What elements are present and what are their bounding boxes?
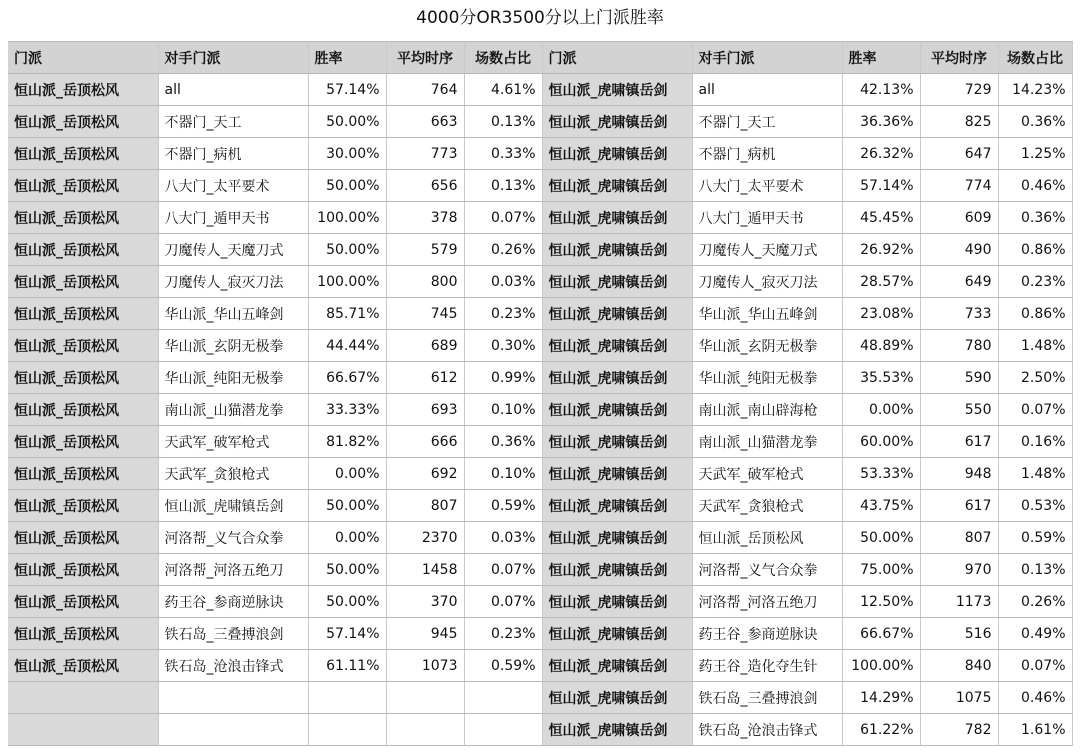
right-opponent-cell: 天武军_贪狼枪式 bbox=[692, 490, 842, 522]
table-row bbox=[8, 74, 1072, 106]
left-sect-cell: 恒山派_岳顶松风 bbox=[8, 106, 158, 138]
right-winrate-cell: 12.50% bbox=[842, 586, 920, 618]
right-sect-cell: 恒山派_虎啸镇岳剑 bbox=[542, 234, 692, 266]
right-match-share-cell: 0.49% bbox=[998, 618, 1072, 650]
left-sect-cell: 恒山派_岳顶松风 bbox=[8, 586, 158, 618]
left-match-share-cell: 0.03% bbox=[464, 266, 542, 298]
left-match-share-cell: 0.23% bbox=[464, 618, 542, 650]
left-winrate-cell: 50.00% bbox=[308, 554, 386, 586]
left-winrate-cell: 0.00% bbox=[308, 458, 386, 490]
right-sect-cell: 恒山派_虎啸镇岳剑 bbox=[542, 362, 692, 394]
right-winrate-cell: 60.00% bbox=[842, 426, 920, 458]
left-winrate-cell: 100.00% bbox=[308, 266, 386, 298]
left-match-share-cell: 0.36% bbox=[464, 426, 542, 458]
header-avg-time-left: 平均时序 bbox=[386, 42, 464, 74]
left-empty-cell bbox=[386, 714, 464, 746]
left-sect-cell: 恒山派_岳顶松风 bbox=[8, 298, 158, 330]
left-match-share-cell: 0.13% bbox=[464, 170, 542, 202]
header-opponent-right: 对手门派 bbox=[692, 42, 842, 74]
right-sect-cell: 恒山派_虎啸镇岳剑 bbox=[542, 458, 692, 490]
header-match-share-right: 场数占比 bbox=[998, 42, 1072, 74]
right-sect-cell: 恒山派_虎啸镇岳剑 bbox=[542, 490, 692, 522]
right-avg-time-cell: 550 bbox=[920, 394, 998, 426]
right-winrate-cell: 48.89% bbox=[842, 330, 920, 362]
right-winrate-cell: 53.33% bbox=[842, 458, 920, 490]
left-winrate-cell: 66.67% bbox=[308, 362, 386, 394]
win-rate-table bbox=[8, 41, 1073, 746]
right-match-share-cell: 0.46% bbox=[998, 682, 1072, 714]
left-winrate-cell: 85.71% bbox=[308, 298, 386, 330]
right-opponent-cell: 铁石岛_沧浪击锋式 bbox=[692, 714, 842, 746]
right-avg-time-cell: 780 bbox=[920, 330, 998, 362]
left-empty-sect-cell bbox=[8, 682, 158, 714]
right-match-share-cell: 0.53% bbox=[998, 490, 1072, 522]
right-match-share-cell: 0.26% bbox=[998, 586, 1072, 618]
right-avg-time-cell: 774 bbox=[920, 170, 998, 202]
left-opponent-cell: 刀魔传人_寂灭刀法 bbox=[158, 266, 308, 298]
header-opponent-left: 对手门派 bbox=[158, 42, 308, 74]
right-opponent-cell: all bbox=[692, 74, 842, 106]
right-avg-time-cell: 617 bbox=[920, 490, 998, 522]
left-sect-cell: 恒山派_岳顶松风 bbox=[8, 458, 158, 490]
left-opponent-cell: 铁石岛_沧浪击锋式 bbox=[158, 650, 308, 682]
left-winrate-cell: 100.00% bbox=[308, 202, 386, 234]
right-winrate-cell: 66.67% bbox=[842, 618, 920, 650]
left-opponent-cell: 华山派_纯阳无极拳 bbox=[158, 362, 308, 394]
left-winrate-cell: 50.00% bbox=[308, 586, 386, 618]
right-sect-cell: 恒山派_虎啸镇岳剑 bbox=[542, 554, 692, 586]
left-match-share-cell: 0.07% bbox=[464, 554, 542, 586]
header-row bbox=[8, 42, 1072, 74]
left-avg-time-cell: 689 bbox=[386, 330, 464, 362]
right-winrate-cell: 14.29% bbox=[842, 682, 920, 714]
right-match-share-cell: 0.86% bbox=[998, 298, 1072, 330]
left-opponent-cell: 不器门_病机 bbox=[158, 138, 308, 170]
page-title: 4000分OR3500分以上门派胜率 bbox=[416, 8, 664, 28]
left-opponent-cell: 刀魔传人_天魔刀式 bbox=[158, 234, 308, 266]
left-sect-cell: 恒山派_岳顶松风 bbox=[8, 426, 158, 458]
right-avg-time-cell: 733 bbox=[920, 298, 998, 330]
right-match-share-cell: 0.36% bbox=[998, 106, 1072, 138]
left-avg-time-cell: 1073 bbox=[386, 650, 464, 682]
left-winrate-cell: 61.11% bbox=[308, 650, 386, 682]
left-sect-cell: 恒山派_岳顶松风 bbox=[8, 138, 158, 170]
header-winrate-left: 胜率 bbox=[308, 42, 386, 74]
left-sect-cell: 恒山派_岳顶松风 bbox=[8, 554, 158, 586]
left-avg-time-cell: 2370 bbox=[386, 522, 464, 554]
left-avg-time-cell: 370 bbox=[386, 586, 464, 618]
left-empty-cell bbox=[464, 714, 542, 746]
table-row bbox=[8, 202, 1072, 234]
right-match-share-cell: 2.50% bbox=[998, 362, 1072, 394]
table-row bbox=[8, 106, 1072, 138]
left-empty-cell bbox=[158, 682, 308, 714]
left-match-share-cell: 0.13% bbox=[464, 106, 542, 138]
right-avg-time-cell: 970 bbox=[920, 554, 998, 586]
right-sect-cell: 恒山派_虎啸镇岳剑 bbox=[542, 170, 692, 202]
left-match-share-cell: 0.03% bbox=[464, 522, 542, 554]
left-match-share-cell: 0.07% bbox=[464, 202, 542, 234]
left-opponent-cell: 八大门_太平要术 bbox=[158, 170, 308, 202]
right-winrate-cell: 57.14% bbox=[842, 170, 920, 202]
right-opponent-cell: 天武军_破军枪式 bbox=[692, 458, 842, 490]
right-winrate-cell: 26.92% bbox=[842, 234, 920, 266]
right-opponent-cell: 刀魔传人_天魔刀式 bbox=[692, 234, 842, 266]
left-opponent-cell: 河洛帮_义气合众拳 bbox=[158, 522, 308, 554]
right-sect-cell: 恒山派_虎啸镇岳剑 bbox=[542, 682, 692, 714]
right-avg-time-cell: 617 bbox=[920, 426, 998, 458]
right-opponent-cell: 八大门_太平要术 bbox=[692, 170, 842, 202]
left-avg-time-cell: 663 bbox=[386, 106, 464, 138]
right-match-share-cell: 1.48% bbox=[998, 330, 1072, 362]
left-opponent-cell: 河洛帮_河洛五绝刀 bbox=[158, 554, 308, 586]
right-winrate-cell: 42.13% bbox=[842, 74, 920, 106]
right-avg-time-cell: 729 bbox=[920, 74, 998, 106]
right-match-share-cell: 0.07% bbox=[998, 650, 1072, 682]
left-avg-time-cell: 773 bbox=[386, 138, 464, 170]
left-opponent-cell: 八大门_遁甲天书 bbox=[158, 202, 308, 234]
left-avg-time-cell: 807 bbox=[386, 490, 464, 522]
right-opponent-cell: 八大门_遁甲天书 bbox=[692, 202, 842, 234]
right-match-share-cell: 1.61% bbox=[998, 714, 1072, 746]
table-row bbox=[8, 170, 1072, 202]
right-opponent-cell: 河洛帮_义气合众拳 bbox=[692, 554, 842, 586]
left-empty-cell bbox=[308, 682, 386, 714]
right-sect-cell: 恒山派_虎啸镇岳剑 bbox=[542, 266, 692, 298]
right-opponent-cell: 恒山派_岳顶松风 bbox=[692, 522, 842, 554]
left-sect-cell: 恒山派_岳顶松风 bbox=[8, 266, 158, 298]
left-winrate-cell: 50.00% bbox=[308, 170, 386, 202]
right-winrate-cell: 43.75% bbox=[842, 490, 920, 522]
right-sect-cell: 恒山派_虎啸镇岳剑 bbox=[542, 522, 692, 554]
left-match-share-cell: 4.61% bbox=[464, 74, 542, 106]
left-avg-time-cell: 945 bbox=[386, 618, 464, 650]
right-winrate-cell: 0.00% bbox=[842, 394, 920, 426]
right-avg-time-cell: 948 bbox=[920, 458, 998, 490]
left-match-share-cell: 0.10% bbox=[464, 458, 542, 490]
left-winrate-cell: 50.00% bbox=[308, 106, 386, 138]
right-winrate-cell: 75.00% bbox=[842, 554, 920, 586]
right-winrate-cell: 45.45% bbox=[842, 202, 920, 234]
left-sect-cell: 恒山派_岳顶松风 bbox=[8, 650, 158, 682]
right-match-share-cell: 1.48% bbox=[998, 458, 1072, 490]
table-row bbox=[8, 426, 1072, 458]
left-avg-time-cell: 692 bbox=[386, 458, 464, 490]
left-sect-cell: 恒山派_岳顶松风 bbox=[8, 490, 158, 522]
left-sect-cell: 恒山派_岳顶松风 bbox=[8, 170, 158, 202]
right-match-share-cell: 0.16% bbox=[998, 426, 1072, 458]
right-avg-time-cell: 1075 bbox=[920, 682, 998, 714]
left-opponent-cell: 恒山派_虎啸镇岳剑 bbox=[158, 490, 308, 522]
right-sect-cell: 恒山派_虎啸镇岳剑 bbox=[542, 74, 692, 106]
left-avg-time-cell: 378 bbox=[386, 202, 464, 234]
header-match-share-left: 场数占比 bbox=[464, 42, 542, 74]
right-match-share-cell: 0.36% bbox=[998, 202, 1072, 234]
left-opponent-cell: 不器门_天工 bbox=[158, 106, 308, 138]
right-match-share-cell: 0.46% bbox=[998, 170, 1072, 202]
right-avg-time-cell: 590 bbox=[920, 362, 998, 394]
left-empty-cell bbox=[308, 714, 386, 746]
right-opponent-cell: 河洛帮_河洛五绝刀 bbox=[692, 586, 842, 618]
left-opponent-cell: 天武军_破军枪式 bbox=[158, 426, 308, 458]
right-sect-cell: 恒山派_虎啸镇岳剑 bbox=[542, 330, 692, 362]
right-opponent-cell: 南山派_山猫潜龙拳 bbox=[692, 426, 842, 458]
table-row bbox=[8, 554, 1072, 586]
header-winrate-right: 胜率 bbox=[842, 42, 920, 74]
table-row bbox=[8, 682, 1072, 714]
left-winrate-cell: 50.00% bbox=[308, 234, 386, 266]
right-opponent-cell: 铁石岛_三叠搏浪剑 bbox=[692, 682, 842, 714]
left-sect-cell: 恒山派_岳顶松风 bbox=[8, 234, 158, 266]
right-opponent-cell: 华山派_纯阳无极拳 bbox=[692, 362, 842, 394]
right-sect-cell: 恒山派_虎啸镇岳剑 bbox=[542, 394, 692, 426]
right-match-share-cell: 0.13% bbox=[998, 554, 1072, 586]
left-avg-time-cell: 693 bbox=[386, 394, 464, 426]
left-match-share-cell: 0.33% bbox=[464, 138, 542, 170]
right-match-share-cell: 0.23% bbox=[998, 266, 1072, 298]
right-match-share-cell: 0.59% bbox=[998, 522, 1072, 554]
left-sect-cell: 恒山派_岳顶松风 bbox=[8, 618, 158, 650]
right-avg-time-cell: 649 bbox=[920, 266, 998, 298]
right-sect-cell: 恒山派_虎啸镇岳剑 bbox=[542, 586, 692, 618]
right-winrate-cell: 26.32% bbox=[842, 138, 920, 170]
right-avg-time-cell: 782 bbox=[920, 714, 998, 746]
left-empty-sect-cell bbox=[8, 714, 158, 746]
left-sect-cell: 恒山派_岳顶松风 bbox=[8, 202, 158, 234]
table-row bbox=[8, 714, 1072, 746]
table-row bbox=[8, 330, 1072, 362]
left-avg-time-cell: 764 bbox=[386, 74, 464, 106]
left-avg-time-cell: 666 bbox=[386, 426, 464, 458]
right-sect-cell: 恒山派_虎啸镇岳剑 bbox=[542, 138, 692, 170]
left-winrate-cell: 0.00% bbox=[308, 522, 386, 554]
right-avg-time-cell: 825 bbox=[920, 106, 998, 138]
left-sect-cell: 恒山派_岳顶松风 bbox=[8, 330, 158, 362]
left-empty-cell bbox=[386, 682, 464, 714]
left-opponent-cell: 华山派_玄阴无极拳 bbox=[158, 330, 308, 362]
right-match-share-cell: 1.25% bbox=[998, 138, 1072, 170]
left-match-share-cell: 0.26% bbox=[464, 234, 542, 266]
left-match-share-cell: 0.07% bbox=[464, 586, 542, 618]
left-avg-time-cell: 745 bbox=[386, 298, 464, 330]
right-match-share-cell: 14.23% bbox=[998, 74, 1072, 106]
right-opponent-cell: 南山派_南山辟海枪 bbox=[692, 394, 842, 426]
left-match-share-cell: 0.59% bbox=[464, 490, 542, 522]
left-match-share-cell: 0.10% bbox=[464, 394, 542, 426]
right-avg-time-cell: 1173 bbox=[920, 586, 998, 618]
right-winrate-cell: 36.36% bbox=[842, 106, 920, 138]
left-winrate-cell: 33.33% bbox=[308, 394, 386, 426]
left-winrate-cell: 81.82% bbox=[308, 426, 386, 458]
left-match-share-cell: 0.59% bbox=[464, 650, 542, 682]
left-match-share-cell: 0.30% bbox=[464, 330, 542, 362]
left-empty-cell bbox=[158, 714, 308, 746]
left-opponent-cell: 铁石岛_三叠搏浪剑 bbox=[158, 618, 308, 650]
left-sect-cell: 恒山派_岳顶松风 bbox=[8, 74, 158, 106]
right-avg-time-cell: 807 bbox=[920, 522, 998, 554]
right-sect-cell: 恒山派_虎啸镇岳剑 bbox=[542, 618, 692, 650]
right-sect-cell: 恒山派_虎啸镇岳剑 bbox=[542, 106, 692, 138]
table-row bbox=[8, 522, 1072, 554]
table-row bbox=[8, 586, 1072, 618]
table-row bbox=[8, 138, 1072, 170]
left-match-share-cell: 0.23% bbox=[464, 298, 542, 330]
table-row bbox=[8, 618, 1072, 650]
left-opponent-cell: 药王谷_参商逆脉诀 bbox=[158, 586, 308, 618]
table-body bbox=[8, 74, 1072, 746]
table-row bbox=[8, 650, 1072, 682]
right-opponent-cell: 不器门_病机 bbox=[692, 138, 842, 170]
left-opponent-cell: 天武军_贪狼枪式 bbox=[158, 458, 308, 490]
left-match-share-cell: 0.99% bbox=[464, 362, 542, 394]
left-opponent-cell: 华山派_华山五峰剑 bbox=[158, 298, 308, 330]
right-sect-cell: 恒山派_虎啸镇岳剑 bbox=[542, 426, 692, 458]
right-opponent-cell: 药王谷_造化夺生针 bbox=[692, 650, 842, 682]
header-sect-right: 门派 bbox=[542, 42, 692, 74]
right-sect-cell: 恒山派_虎啸镇岳剑 bbox=[542, 714, 692, 746]
right-match-share-cell: 0.07% bbox=[998, 394, 1072, 426]
left-avg-time-cell: 579 bbox=[386, 234, 464, 266]
table-row bbox=[8, 490, 1072, 522]
right-winrate-cell: 61.22% bbox=[842, 714, 920, 746]
table-row bbox=[8, 234, 1072, 266]
left-sect-cell: 恒山派_岳顶松风 bbox=[8, 362, 158, 394]
right-winrate-cell: 50.00% bbox=[842, 522, 920, 554]
left-winrate-cell: 50.00% bbox=[308, 490, 386, 522]
left-winrate-cell: 44.44% bbox=[308, 330, 386, 362]
right-opponent-cell: 华山派_玄阴无极拳 bbox=[692, 330, 842, 362]
table-row bbox=[8, 458, 1072, 490]
left-sect-cell: 恒山派_岳顶松风 bbox=[8, 522, 158, 554]
right-avg-time-cell: 516 bbox=[920, 618, 998, 650]
table-row bbox=[8, 362, 1072, 394]
right-sect-cell: 恒山派_虎啸镇岳剑 bbox=[542, 650, 692, 682]
right-winrate-cell: 100.00% bbox=[842, 650, 920, 682]
left-avg-time-cell: 656 bbox=[386, 170, 464, 202]
right-match-share-cell: 0.86% bbox=[998, 234, 1072, 266]
left-avg-time-cell: 612 bbox=[386, 362, 464, 394]
left-winrate-cell: 57.14% bbox=[308, 74, 386, 106]
right-opponent-cell: 不器门_天工 bbox=[692, 106, 842, 138]
right-avg-time-cell: 609 bbox=[920, 202, 998, 234]
header-sect-left: 门派 bbox=[8, 42, 158, 74]
left-winrate-cell: 30.00% bbox=[308, 138, 386, 170]
right-winrate-cell: 23.08% bbox=[842, 298, 920, 330]
table-row bbox=[8, 298, 1072, 330]
left-opponent-cell: 南山派_山猫潜龙拳 bbox=[158, 394, 308, 426]
left-winrate-cell: 57.14% bbox=[308, 618, 386, 650]
right-avg-time-cell: 490 bbox=[920, 234, 998, 266]
right-opponent-cell: 药王谷_参商逆脉诀 bbox=[692, 618, 842, 650]
table-row bbox=[8, 266, 1072, 298]
right-avg-time-cell: 647 bbox=[920, 138, 998, 170]
right-winrate-cell: 28.57% bbox=[842, 266, 920, 298]
right-sect-cell: 恒山派_虎啸镇岳剑 bbox=[542, 202, 692, 234]
left-sect-cell: 恒山派_岳顶松风 bbox=[8, 394, 158, 426]
header-avg-time-right: 平均时序 bbox=[920, 42, 998, 74]
right-opponent-cell: 刀魔传人_寂灭刀法 bbox=[692, 266, 842, 298]
left-avg-time-cell: 800 bbox=[386, 266, 464, 298]
right-opponent-cell: 华山派_华山五峰剑 bbox=[692, 298, 842, 330]
right-sect-cell: 恒山派_虎啸镇岳剑 bbox=[542, 298, 692, 330]
right-avg-time-cell: 840 bbox=[920, 650, 998, 682]
left-opponent-cell: all bbox=[158, 74, 308, 106]
table-row bbox=[8, 394, 1072, 426]
left-empty-cell bbox=[464, 682, 542, 714]
right-winrate-cell: 35.53% bbox=[842, 362, 920, 394]
left-avg-time-cell: 1458 bbox=[386, 554, 464, 586]
